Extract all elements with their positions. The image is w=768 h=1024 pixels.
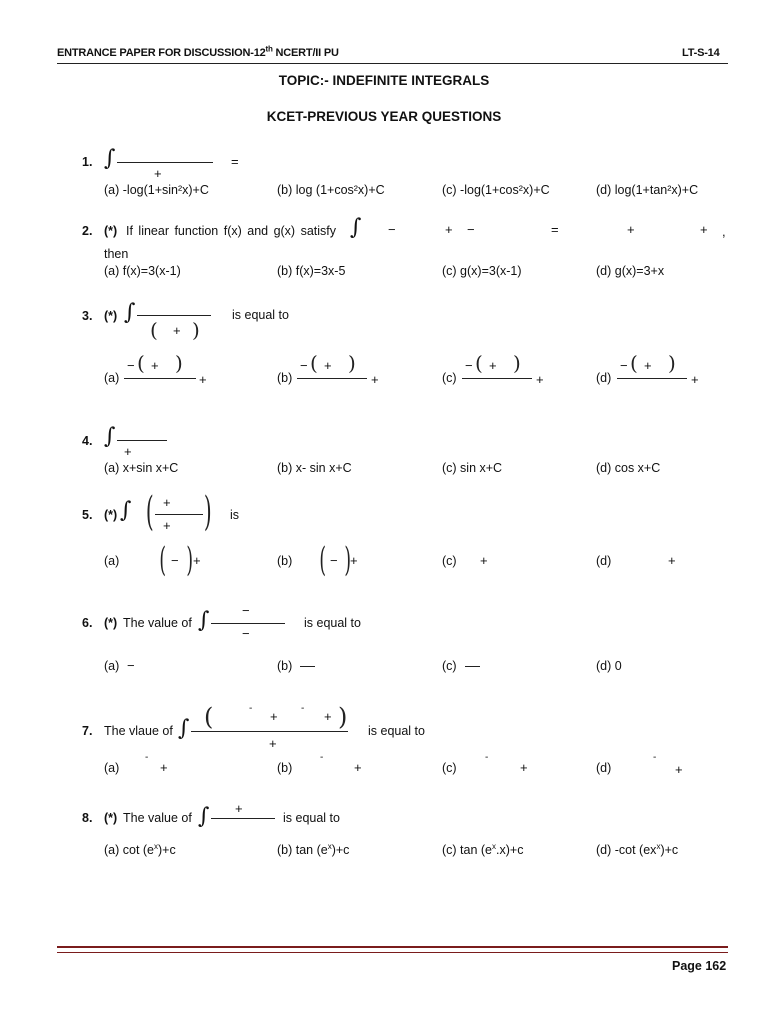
option-b: (b) $\tan (e^x)+c$ <box>277 841 350 857</box>
plus-sign: + <box>154 166 162 181</box>
plus-sign: + <box>151 358 159 373</box>
option-d: (d) cos x+C <box>596 461 661 475</box>
option-b: (b) <box>277 761 293 775</box>
option-a: (a) f(x)=3(x-1) <box>104 264 181 278</box>
star-marker: (*) <box>104 811 118 825</box>
left-paren: ( <box>137 351 145 375</box>
option-c: (c) <box>442 659 457 673</box>
plus-sign: + <box>354 760 362 775</box>
integral-sign: ∫ <box>178 716 190 741</box>
topic-heading: TOPIC:- INDEFINITE INTEGRALS <box>278 73 490 88</box>
integral-sign: ∫ <box>350 215 362 240</box>
option-b: (b) <box>277 659 293 673</box>
plus-sign: + <box>644 358 652 373</box>
option-b: (b) f(x)=3x-5 <box>277 264 346 278</box>
math-symbol: + <box>627 222 635 237</box>
plus-sign: + <box>489 358 497 373</box>
minus-sign: − <box>242 603 250 618</box>
option-d: (d) 0 <box>596 659 622 673</box>
plus-sign: + <box>324 709 332 724</box>
fraction-bar <box>465 666 480 667</box>
option-a: (a) $\cot (e^x)+c$ <box>104 841 176 857</box>
subtitle-heading: KCET-PREVIOUS YEAR QUESTIONS <box>266 109 502 124</box>
left-paren: ( <box>319 540 326 580</box>
plus-sign: + <box>691 372 699 387</box>
option-b: (b) <box>277 554 293 568</box>
header-rule <box>57 63 728 64</box>
question-number: 2. <box>82 224 93 238</box>
question-text: is equal to <box>232 308 289 322</box>
plus-sign: + <box>124 444 132 459</box>
right-paren: ) <box>513 351 521 375</box>
minus-sign: − <box>242 626 250 641</box>
option-d: (d) -cot $(ex^x)+c$ <box>596 841 679 857</box>
minus-sign: − <box>300 358 308 373</box>
right-paren: ) <box>186 540 193 580</box>
plus-sign: + <box>160 760 168 775</box>
math-symbol: = <box>551 222 559 237</box>
star-marker: (*) <box>104 224 118 238</box>
question-number: 5. <box>82 508 93 522</box>
minus-sign: − <box>465 358 473 373</box>
option-d: (d) <box>596 371 612 385</box>
integral-sign: ∫ <box>124 300 136 325</box>
option-d: (d) <box>596 554 612 568</box>
dash-sign: - <box>653 752 657 763</box>
fraction-bar <box>617 378 687 379</box>
fraction-bar <box>211 623 285 624</box>
option-a: (a) <box>104 554 120 568</box>
option-c: (c) sin x+C <box>442 461 503 475</box>
question-text-lead: The vlaue of <box>104 724 173 738</box>
plus-sign: + <box>480 553 488 568</box>
question-text: is equal to <box>304 616 361 630</box>
plus-sign: + <box>371 372 379 387</box>
minus-sign: − <box>171 553 179 568</box>
star-marker: (*) <box>104 309 118 323</box>
option-a: (a) <box>104 371 120 385</box>
option-b: (b) x- sin x+C <box>277 461 352 475</box>
option-c: (c) <box>442 554 457 568</box>
right-paren: ) <box>192 318 200 342</box>
left-paren: ( <box>475 351 483 375</box>
question-text: If linear function f(x) and g(x) satisfy <box>126 224 336 238</box>
option-a: (a) -log(1+sin²x)+C <box>104 183 209 197</box>
option-c: (c) $\tan (e^x.x)+c$ <box>442 841 524 857</box>
fraction-bar <box>155 514 203 515</box>
fraction-bar <box>124 378 196 379</box>
footer-rule <box>57 946 728 948</box>
plus-sign: + <box>193 553 201 568</box>
option-b: (b) <box>277 371 293 385</box>
question-number: 1. <box>82 155 93 169</box>
integral-sign: ∫ <box>104 424 116 449</box>
question-number: 7. <box>82 724 93 738</box>
dash-sign: - <box>485 752 489 763</box>
star-marker: (*) <box>104 616 118 630</box>
page-number: Page 162 <box>672 959 727 973</box>
left-paren: ( <box>204 703 214 731</box>
dash-sign: - <box>320 752 324 763</box>
fraction-bar <box>462 378 532 379</box>
math-symbol: , <box>722 224 726 239</box>
plus-sign: + <box>350 553 358 568</box>
plus-sign: + <box>163 518 171 533</box>
option-a: (a) <box>104 761 120 775</box>
question-text-cont: then <box>104 247 129 261</box>
question-number: 8. <box>82 811 93 825</box>
minus-sign: − <box>330 553 338 568</box>
question-number: 6. <box>82 616 93 630</box>
fraction-bar <box>191 731 348 732</box>
integral-sign: ∫ <box>104 146 116 171</box>
star-marker: (*) <box>104 508 118 522</box>
option-b: (b) log (1+cos²x)+C <box>277 183 385 197</box>
integral-sign: ∫ <box>120 498 132 523</box>
integral-sign: ∫ <box>198 608 210 633</box>
plus-sign: + <box>324 358 332 373</box>
plus-sign: + <box>675 762 683 777</box>
question-text: is equal to <box>368 724 425 738</box>
header-code: LT-S-14 <box>682 47 720 59</box>
option-d: (d) <box>596 761 612 775</box>
left-paren: ( <box>310 351 318 375</box>
fraction-bar <box>117 162 213 163</box>
dash-sign: - <box>249 703 253 714</box>
footer-rule-thin <box>57 952 728 953</box>
fraction-bar <box>117 440 167 441</box>
left-paren: ( <box>630 351 638 375</box>
right-paren: ) <box>203 489 212 535</box>
plus-sign: + <box>199 372 207 387</box>
plus-sign: + <box>270 709 278 724</box>
question-text-lead: The value of <box>123 811 192 825</box>
plus-sign: + <box>520 760 528 775</box>
left-paren: ( <box>150 318 158 342</box>
fraction-bar <box>137 315 211 316</box>
right-paren: ) <box>344 540 351 580</box>
option-d: (d) log(1+tan²x)+C <box>596 183 699 197</box>
question-number: 4. <box>82 434 93 448</box>
option-c: (c) -log(1+cos²x)+C <box>442 183 550 197</box>
question-text: is <box>230 508 240 522</box>
question-text-lead: The value of <box>123 616 192 630</box>
plus-sign: + <box>269 736 277 751</box>
math-symbol: − <box>467 222 475 237</box>
fraction-bar <box>211 818 275 819</box>
dash-sign: - <box>301 703 305 714</box>
math-symbol: + <box>445 222 453 237</box>
plus-sign: + <box>536 372 544 387</box>
left-paren: ( <box>159 540 166 580</box>
option-c: (c) g(x)=3(x-1) <box>442 264 522 278</box>
plus-sign: + <box>163 495 171 510</box>
dash-sign: - <box>145 752 149 763</box>
math-symbol: − <box>388 222 396 237</box>
right-paren: ) <box>668 351 676 375</box>
math-symbol: + <box>700 222 708 237</box>
minus-sign: − <box>127 658 135 673</box>
right-paren: ) <box>175 351 183 375</box>
minus-sign: − <box>127 358 135 373</box>
plus-sign: + <box>235 801 243 816</box>
right-paren: ) <box>338 703 348 731</box>
option-c: (c) <box>442 371 457 385</box>
minus-sign: − <box>620 358 628 373</box>
option-d: (d) g(x)=3+x <box>596 264 665 278</box>
left-paren: ( <box>145 489 154 535</box>
question-text: is equal to <box>283 811 340 825</box>
equals-sign: = <box>231 154 239 169</box>
plus-sign: + <box>668 553 676 568</box>
option-c: (c) <box>442 761 457 775</box>
option-a: (a) <box>104 659 120 673</box>
fraction-bar <box>297 378 367 379</box>
fraction-bar <box>300 666 315 667</box>
option-a: (a) x+sin x+C <box>104 461 179 475</box>
integral-sign: ∫ <box>198 804 210 829</box>
right-paren: ) <box>348 351 356 375</box>
question-number: 3. <box>82 309 93 323</box>
header-title: ENTRANCE PAPER FOR DISCUSSION-12th NCERT/II PU <box>57 44 339 59</box>
plus-sign: + <box>173 323 181 338</box>
